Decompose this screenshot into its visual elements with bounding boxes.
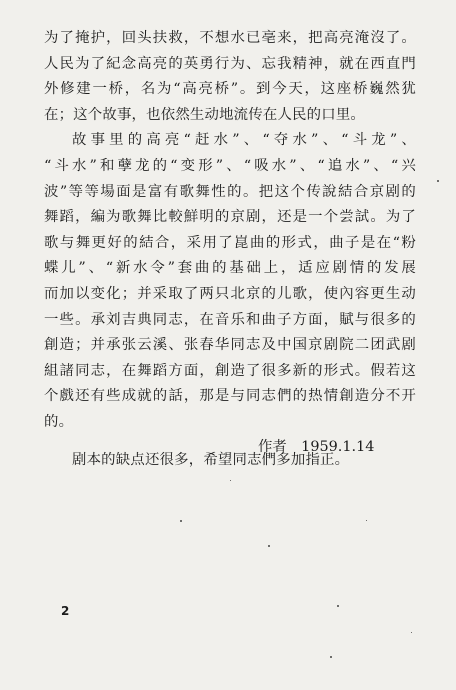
scan-speck xyxy=(268,545,270,547)
text-line: 在；这个故事，也依然生动地流传在人民的口里。 xyxy=(44,106,365,123)
text-line: 波”等等場面是富有歌舞性的。把这个传說結合京剧的 xyxy=(44,183,416,200)
text-line: 为了掩护，回头扶救，不想水已亳来，把高亮淹沒了。 xyxy=(44,30,416,46)
text-line: 故事里的高亮“赶水”、“夺水”、“斗龙”、 xyxy=(72,132,416,149)
text-line: 而加以变化；并采取了两只北京的儿歌，使內容更生动 xyxy=(44,285,416,302)
text-line: 蝶儿”、“新水令”套曲的基础上，适应剧情的发展 xyxy=(44,260,416,277)
page-number: 2 xyxy=(61,604,70,618)
scan-speck xyxy=(337,605,339,607)
text-line: 外修建一桥，名为“高亮桥”。到今天，这座桥巍然犹 xyxy=(44,81,416,98)
text-line: 个戲还有些成就的話，那是与同志們的热情創造分不开 xyxy=(44,388,416,405)
scan-speck xyxy=(437,180,439,182)
text-line: 人民为了紀念高亮的英勇行为、忘我精神，就在西直門 xyxy=(44,55,416,72)
body-text xyxy=(44,26,416,473)
text-line: 組諸同志，在舞蹈方面，創造了很多新的形式。假若这 xyxy=(44,362,416,379)
text-line: “斗水”和孽龙的“变形”、“吸水”、“追水”、“兴 xyxy=(44,157,416,174)
text-line: 剧本的缺点还很多，希望同志們多加指正。 xyxy=(72,451,350,468)
scan-speck xyxy=(180,520,182,522)
scan-speck xyxy=(366,520,367,521)
scan-speck xyxy=(330,656,332,658)
text-line: 的。 xyxy=(44,413,74,430)
author-signature-date: 作者 1959.1.14 xyxy=(258,439,375,455)
text-line: 一些。承刘吉典同志，在音乐和曲子方面，賦与很多的 xyxy=(44,311,416,328)
scan-speck xyxy=(230,480,231,481)
text-line: 舞蹈，編为歌舞比較鮮明的京剧，还是一个尝試。为了 xyxy=(44,209,416,226)
text-line: 歌与舞更好的結合，采用了崑曲的形式，曲子是在“粉 xyxy=(44,234,416,251)
scan-speck xyxy=(411,632,412,633)
text-line: 創造；并承张云溪、张春华同志及中国京剧院二团武剧 xyxy=(44,337,416,354)
